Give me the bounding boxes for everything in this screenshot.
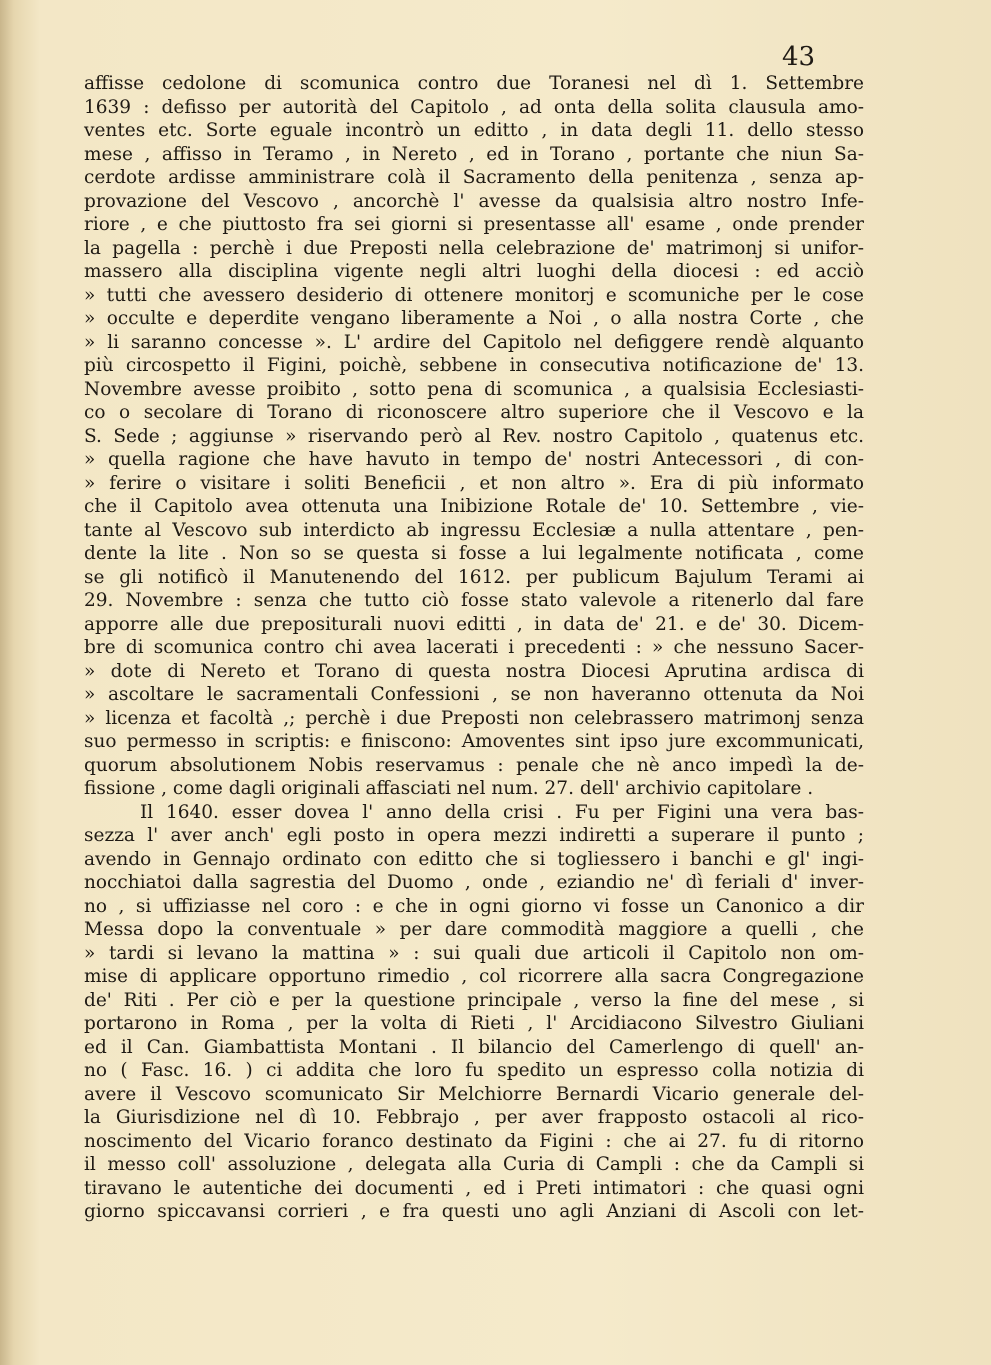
- text-line: il messo coll' assoluzione , delegata alla Curia di Campli : che da Campli si: [84, 1154, 864, 1175]
- text-line: co o secolare di Torano di riconoscere altro superiore che il Vescovo e la: [84, 402, 864, 423]
- text-line: » licenza et facoltà ,; perchè i due Preposti non celebrassero matrimonj senza: [84, 707, 864, 729]
- text-line: provazione del Vescovo , ancorchè l' avesse da qualsisia altro nostro Infe-: [84, 190, 864, 212]
- text-line: de' Riti . Per ciò e per la questione principale , verso la fine del mese , si: [84, 989, 864, 1011]
- text-line: la Giurisdizione nel dì 10. Febbrajo , per aver frapposto ostacoli al rico-: [84, 1107, 864, 1128]
- text-line: la pagella : perchè i due Preposti nella celebrazione de' matrimonj si unifor-: [84, 237, 864, 259]
- text-line: giorno spiccavansi corrieri , e fra questi uno agli Anziani di Ascoli con let-: [84, 1201, 864, 1222]
- text-line: suo permesso in scriptis: e finiscono: Amoventes sint ipso jure excommunicati,: [84, 731, 864, 752]
- text-line: noscimento del Vicario foranco destinato da Figini : che ai 27. fu di ritorno: [84, 1130, 864, 1152]
- text-line: no ( Fasc. 16. ) ci addita che loro fu spedito un espresso colla notizia di: [84, 1060, 864, 1081]
- text-line: » tardi si levano la mattina » : sui quali due articoli il Capitolo non om-: [84, 942, 864, 964]
- text-line: apporre alle due prepositurali nuovi editti , in data de' 21. e de' 30. Dicem-: [84, 613, 864, 635]
- text-line: » ascoltare le sacramentali Confessioni , se non haveranno ottenuta da Noi: [84, 684, 864, 705]
- text-line: dente la lite . Non so se questa si fosse a lui legalmente notificata , come: [84, 543, 864, 564]
- page-number: 43: [782, 42, 816, 72]
- text-line: quorum absolutionem Nobis reservamus : penale che nè anco impedì la de-: [84, 754, 864, 776]
- text-line: no , si uffiziasse nel coro : e che in ogni giorno vi fosse un Canonico a dir: [84, 895, 864, 917]
- text-line: mise di applicare opportuno rimedio , col ricorrere alla sacra Congregazione: [84, 966, 864, 987]
- text-line: tante al Vescovo sub interdicto ab ingressu Ecclesiæ a nulla attentare , pen-: [84, 519, 864, 541]
- text-line: riore , e che piuttosto fra sei giorni si presentasse all' esame , onde prender: [84, 214, 864, 235]
- text-line: affisse cedolone di scomunica contro due Toranesi nel dì 1. Settembre: [84, 73, 864, 94]
- text-line: sezza l' aver anch' egli posto in opera mezzi indiretti a superare il punto ;: [84, 825, 864, 846]
- text-line: 29. Novembre : senza che tutto ciò fosse stato valevole a ritenerlo dal fare: [84, 590, 864, 611]
- text-line: bre di scomunica contro chi avea lacerati i precedenti : » che nessuno Sacer-: [84, 637, 864, 658]
- text-line: se gli notificò il Manutenendo del 1612. per publicum Bajulum Terami ai: [84, 566, 864, 588]
- text-line: avendo in Gennajo ordinato con editto che si togliessero i banchi e gl' ingi-: [84, 848, 864, 870]
- text-line: » occulte e deperdite vengano liberamente a Noi , o alla nostra Corte , che: [84, 308, 864, 329]
- text-line: che il Capitolo avea ottenuta una Inibizione Rotale de' 10. Settembre , vie-: [84, 496, 864, 517]
- text-line: mese , affisso in Teramo , in Nereto , ed in Torano , portante che niun Sa-: [84, 143, 864, 165]
- text-line: tiravano le autentiche dei documenti , ed i Preti intimatori : che quasi ogni: [84, 1177, 864, 1199]
- text-line: S. Sede ; aggiunse » riservando però al Rev. nostro Capitolo , quatenus etc.: [84, 425, 864, 447]
- text-line: nocchiatoi dalla sagrestia del Duomo , onde , eziandio ne' dì feriali d' inver-: [84, 872, 864, 893]
- text-line: portarono in Roma , per la volta di Rieti , l' Arcidiacono Silvestro Giuliani: [84, 1013, 864, 1034]
- text-line: » li saranno concesse ». L' ardire del Capitolo nel defiggere rendè alquanto: [84, 331, 864, 353]
- body-text: [84, 72, 864, 1224]
- text-line: » tutti che avessero desiderio di ottenere monitorj e scomuniche per le cose: [84, 284, 864, 306]
- text-line: ventes etc. Sorte eguale incontrò un editto , in data degli 11. dello stesso: [84, 120, 864, 141]
- text-line: » ferire o visitare i soliti Beneficii , et non altro ». Era di più informato: [84, 472, 864, 494]
- text-line: cerdote ardisse amministrare colà il Sacramento della penitenza , senza ap-: [84, 167, 864, 188]
- text-line: ed il Can. Giambattista Montani . Il bilancio del Camerlengo di quell' an-: [84, 1036, 864, 1058]
- text-line: 1639 : defisso per autorità del Capitolo , ad onta della solita clausula amo-: [84, 96, 864, 118]
- text-line: » dote di Nereto et Torano di questa nostra Diocesi Aprutina ardisca di: [84, 660, 864, 682]
- text-line: Messa dopo la conventuale » per dare commodità maggiore a quelli , che: [84, 919, 864, 940]
- text-line: avere il Vescovo scomunicato Sir Melchiorre Bernardi Vicario generale del-: [84, 1083, 864, 1105]
- text-line: » quella ragione che have havuto in tempo de' nostri Antecessori , di con-: [84, 449, 864, 470]
- text-line: più circospetto il Figini, poichè, sebbene in consecutiva notificazione de' 13.: [84, 355, 864, 376]
- text-line: Novembre avesse proibito , sotto pena di scomunica , a qualsisia Ecclesiasti-: [84, 378, 864, 400]
- text-line: massero alla disciplina vigente negli altri luoghi della diocesi : ed acciò: [84, 261, 864, 282]
- text-line: fissione , come dagli originali affasciati nel num. 27. dell' archivio capitolare .: [84, 778, 814, 799]
- text-line: Il 1640. esser dovea l' anno della crisi . Fu per Figini una vera bas-: [140, 801, 864, 823]
